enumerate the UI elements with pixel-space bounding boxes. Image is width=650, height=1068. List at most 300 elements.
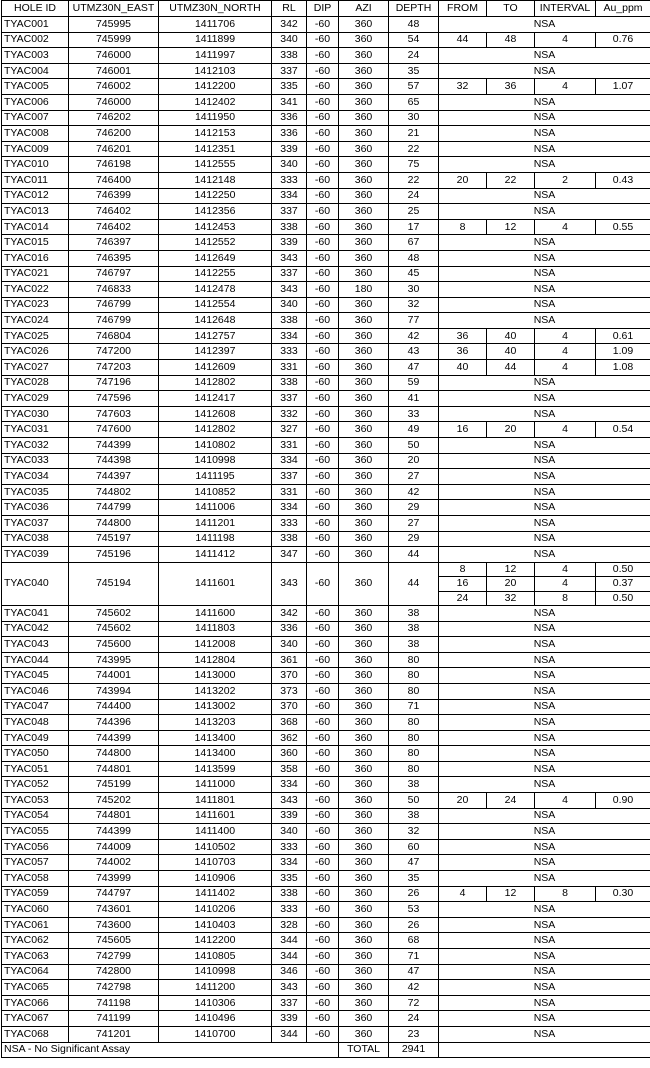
- easting-cell: 744799: [69, 500, 159, 516]
- dip-cell: -60: [307, 699, 339, 715]
- azimuth-cell: 360: [339, 297, 389, 313]
- dip-cell: -60: [307, 886, 339, 902]
- interval-cell: 4: [535, 360, 596, 376]
- rl-cell: 347: [272, 547, 307, 563]
- northing-cell: 1412356: [159, 204, 272, 220]
- azimuth-cell: 360: [339, 110, 389, 126]
- easting-cell: 747603: [69, 406, 159, 422]
- easting-cell: 747196: [69, 375, 159, 391]
- rl-cell: 340: [272, 297, 307, 313]
- rl-cell: 362: [272, 730, 307, 746]
- hole-id-cell: TYAC052: [2, 777, 69, 793]
- table-row: [2, 746, 650, 762]
- table-row: [2, 683, 650, 699]
- easting-cell: 746400: [69, 172, 159, 188]
- depth-cell: 27: [389, 516, 439, 532]
- hole-id-cell: TYAC040: [2, 562, 69, 605]
- rl-cell: 333: [272, 902, 307, 918]
- rl-cell: 334: [272, 855, 307, 871]
- azimuth-cell: 360: [339, 547, 389, 563]
- easting-cell: 746001: [69, 63, 159, 79]
- table-row: [2, 761, 650, 777]
- rl-cell: 340: [272, 824, 307, 840]
- table-row: [2, 964, 650, 980]
- table-row: [2, 902, 650, 918]
- depth-cell: 59: [389, 375, 439, 391]
- from-cell: 44: [439, 32, 487, 48]
- easting-cell: 745197: [69, 531, 159, 547]
- dip-cell: -60: [307, 157, 339, 173]
- easting-cell: 745194: [69, 562, 159, 605]
- dip-cell: -60: [307, 126, 339, 142]
- northing-cell: 1412153: [159, 126, 272, 142]
- nsa-cell: NSA: [439, 730, 650, 746]
- hole-id-cell: TYAC003: [2, 48, 69, 64]
- to-cell: 36: [487, 79, 535, 95]
- northing-cell: 1412008: [159, 637, 272, 653]
- northing-cell: 1411706: [159, 17, 272, 33]
- table-row: [2, 297, 650, 313]
- depth-cell: 26: [389, 917, 439, 933]
- northing-cell: 1410805: [159, 949, 272, 965]
- dip-cell: -60: [307, 621, 339, 637]
- rl-cell: 337: [272, 63, 307, 79]
- to-cell: 20: [487, 577, 535, 591]
- hole-id-cell: TYAC047: [2, 699, 69, 715]
- nsa-cell: NSA: [439, 391, 650, 407]
- dip-cell: -60: [307, 344, 339, 360]
- hole-id-cell: TYAC002: [2, 32, 69, 48]
- depth-cell: 43: [389, 344, 439, 360]
- dip-cell: -60: [307, 219, 339, 235]
- dip-cell: -60: [307, 562, 339, 605]
- nsa-cell: NSA: [439, 63, 650, 79]
- rl-cell: 358: [272, 761, 307, 777]
- depth-cell: 22: [389, 141, 439, 157]
- nsa-cell: NSA: [439, 683, 650, 699]
- easting-cell: 746201: [69, 141, 159, 157]
- table-row: [2, 17, 650, 33]
- table-row: [2, 328, 650, 344]
- hole-id-cell: TYAC061: [2, 917, 69, 933]
- rl-cell: 370: [272, 668, 307, 684]
- au-ppm-cell: 0.54: [596, 422, 650, 438]
- easting-cell: 743994: [69, 683, 159, 699]
- to-cell: 44: [487, 360, 535, 376]
- northing-cell: 1411000: [159, 777, 272, 793]
- nsa-cell: NSA: [439, 157, 650, 173]
- easting-cell: 744398: [69, 453, 159, 469]
- rl-cell: 339: [272, 808, 307, 824]
- dip-cell: -60: [307, 17, 339, 33]
- easting-cell: 747203: [69, 360, 159, 376]
- nsa-cell: NSA: [439, 964, 650, 980]
- easting-cell: 741199: [69, 1011, 159, 1027]
- table-row: [2, 453, 650, 469]
- table-row: [2, 605, 650, 621]
- dip-cell: -60: [307, 406, 339, 422]
- easting-cell: 744009: [69, 839, 159, 855]
- depth-cell: 38: [389, 605, 439, 621]
- rl-cell: 343: [272, 980, 307, 996]
- azimuth-cell: 360: [339, 79, 389, 95]
- rl-cell: 344: [272, 1026, 307, 1042]
- table-header-row: [2, 1, 650, 17]
- easting-cell: 744399: [69, 730, 159, 746]
- easting-cell: 742800: [69, 964, 159, 980]
- northing-cell: 1412417: [159, 391, 272, 407]
- hole-id-cell: TYAC014: [2, 219, 69, 235]
- nsa-cell: NSA: [439, 48, 650, 64]
- depth-cell: 24: [389, 1011, 439, 1027]
- dip-cell: -60: [307, 637, 339, 653]
- dip-cell: -60: [307, 484, 339, 500]
- easting-cell: 741201: [69, 1026, 159, 1042]
- table-row: [2, 126, 650, 142]
- dip-cell: -60: [307, 500, 339, 516]
- depth-cell: 41: [389, 391, 439, 407]
- table-row: [2, 824, 650, 840]
- northing-cell: 1411950: [159, 110, 272, 126]
- dip-cell: -60: [307, 1011, 339, 1027]
- easting-cell: 745600: [69, 637, 159, 653]
- rl-cell: 341: [272, 94, 307, 110]
- nsa-cell: NSA: [439, 652, 650, 668]
- dip-cell: -60: [307, 282, 339, 298]
- dip-cell: -60: [307, 964, 339, 980]
- rl-cell: 334: [272, 453, 307, 469]
- azimuth-cell: 360: [339, 17, 389, 33]
- hole-id-cell: TYAC006: [2, 94, 69, 110]
- easting-cell: 746402: [69, 204, 159, 220]
- nsa-cell: NSA: [439, 808, 650, 824]
- column-header: Au_ppm: [596, 1, 650, 17]
- au-ppm-cell: 0.37: [596, 577, 650, 591]
- easting-cell: 744800: [69, 746, 159, 762]
- column-header: RL: [272, 1, 307, 17]
- northing-cell: 1411601: [159, 562, 272, 605]
- hole-id-cell: TYAC057: [2, 855, 69, 871]
- nsa-cell: NSA: [439, 204, 650, 220]
- au-ppm-cell: 0.76: [596, 32, 650, 48]
- azimuth-cell: 360: [339, 886, 389, 902]
- hole-id-cell: TYAC048: [2, 715, 69, 731]
- table-row: [2, 32, 650, 48]
- dip-cell: -60: [307, 313, 339, 329]
- easting-cell: 745202: [69, 793, 159, 809]
- nsa-cell: NSA: [439, 188, 650, 204]
- to-cell: 12: [487, 562, 535, 576]
- easting-cell: 744801: [69, 808, 159, 824]
- dip-cell: -60: [307, 375, 339, 391]
- dip-cell: -60: [307, 871, 339, 887]
- azimuth-cell: 360: [339, 793, 389, 809]
- easting-cell: 747600: [69, 422, 159, 438]
- hole-id-cell: TYAC001: [2, 17, 69, 33]
- northing-cell: 1410403: [159, 917, 272, 933]
- azimuth-cell: 360: [339, 637, 389, 653]
- dip-cell: -60: [307, 469, 339, 485]
- hole-id-cell: TYAC059: [2, 886, 69, 902]
- depth-cell: 38: [389, 777, 439, 793]
- azimuth-cell: 360: [339, 516, 389, 532]
- depth-cell: 25: [389, 204, 439, 220]
- depth-cell: 30: [389, 282, 439, 298]
- column-header: UTMZ30N_EAST: [69, 1, 159, 17]
- depth-cell: 38: [389, 621, 439, 637]
- easting-cell: 746000: [69, 48, 159, 64]
- dip-cell: -60: [307, 250, 339, 266]
- to-cell: 20: [487, 422, 535, 438]
- hole-id-cell: TYAC012: [2, 188, 69, 204]
- interval-cell: 4: [535, 219, 596, 235]
- column-header: DIP: [307, 1, 339, 17]
- northing-cell: 1412148: [159, 172, 272, 188]
- northing-cell: 1410802: [159, 438, 272, 454]
- northing-cell: 1412453: [159, 219, 272, 235]
- azimuth-cell: 360: [339, 32, 389, 48]
- rl-cell: 333: [272, 172, 307, 188]
- azimuth-cell: 360: [339, 48, 389, 64]
- northing-cell: 1412255: [159, 266, 272, 282]
- nsa-cell: NSA: [439, 621, 650, 637]
- hole-id-cell: TYAC054: [2, 808, 69, 824]
- easting-cell: 745995: [69, 17, 159, 33]
- northing-cell: 1411600: [159, 605, 272, 621]
- northing-cell: 1410998: [159, 453, 272, 469]
- rl-cell: 336: [272, 621, 307, 637]
- easting-cell: 742799: [69, 949, 159, 965]
- dip-cell: -60: [307, 824, 339, 840]
- depth-cell: 26: [389, 886, 439, 902]
- northing-cell: 1412608: [159, 406, 272, 422]
- nsa-legend-note: NSA - No Significant Assay: [2, 1042, 272, 1058]
- dip-cell: -60: [307, 839, 339, 855]
- dip-cell: -60: [307, 917, 339, 933]
- hole-id-cell: TYAC024: [2, 313, 69, 329]
- easting-cell: 744801: [69, 761, 159, 777]
- hole-id-cell: TYAC067: [2, 1011, 69, 1027]
- from-cell: 8: [439, 219, 487, 235]
- table-row: [2, 980, 650, 996]
- dip-cell: -60: [307, 453, 339, 469]
- to-cell: 48: [487, 32, 535, 48]
- azimuth-cell: 360: [339, 391, 389, 407]
- nsa-cell: NSA: [439, 500, 650, 516]
- nsa-cell: NSA: [439, 17, 650, 33]
- from-cell: 16: [439, 577, 487, 591]
- depth-cell: 17: [389, 219, 439, 235]
- hole-id-cell: TYAC011: [2, 172, 69, 188]
- easting-cell: 746797: [69, 266, 159, 282]
- northing-cell: 1412802: [159, 422, 272, 438]
- nsa-cell: NSA: [439, 297, 650, 313]
- table-row: [2, 699, 650, 715]
- nsa-cell: NSA: [439, 110, 650, 126]
- dip-cell: -60: [307, 79, 339, 95]
- column-header: FROM: [439, 1, 487, 17]
- azimuth-cell: 360: [339, 824, 389, 840]
- easting-cell: 743999: [69, 871, 159, 887]
- nsa-cell: NSA: [439, 917, 650, 933]
- azimuth-cell: 360: [339, 126, 389, 142]
- azimuth-cell: 360: [339, 917, 389, 933]
- easting-cell: 741198: [69, 995, 159, 1011]
- hole-id-cell: TYAC022: [2, 282, 69, 298]
- au-ppm-cell: 0.50: [596, 591, 650, 605]
- easting-cell: 744399: [69, 438, 159, 454]
- nsa-cell: NSA: [439, 94, 650, 110]
- easting-cell: 745602: [69, 621, 159, 637]
- table-row: [2, 469, 650, 485]
- depth-cell: 47: [389, 360, 439, 376]
- depth-cell: 44: [389, 562, 439, 605]
- northing-cell: 1412757: [159, 328, 272, 344]
- dip-cell: -60: [307, 204, 339, 220]
- nsa-cell: NSA: [439, 902, 650, 918]
- table-row: [2, 652, 650, 668]
- interval-cell: 8: [535, 591, 596, 605]
- rl-cell: 339: [272, 235, 307, 251]
- depth-cell: 23: [389, 1026, 439, 1042]
- azimuth-cell: 360: [339, 188, 389, 204]
- au-ppm-cell: 0.43: [596, 172, 650, 188]
- hole-id-cell: TYAC050: [2, 746, 69, 762]
- dip-cell: -60: [307, 683, 339, 699]
- hole-id-cell: TYAC031: [2, 422, 69, 438]
- azimuth-cell: 360: [339, 746, 389, 762]
- dip-cell: -60: [307, 360, 339, 376]
- azimuth-cell: 360: [339, 172, 389, 188]
- nsa-cell: NSA: [439, 250, 650, 266]
- from-cell: 32: [439, 79, 487, 95]
- depth-cell: 24: [389, 188, 439, 204]
- au-ppm-cell: 1.09: [596, 344, 650, 360]
- rl-cell: 334: [272, 777, 307, 793]
- northing-cell: 1411006: [159, 500, 272, 516]
- interval-cell: 2: [535, 172, 596, 188]
- depth-cell: 80: [389, 715, 439, 731]
- au-ppm-cell: 0.30: [596, 886, 650, 902]
- hole-id-cell: TYAC027: [2, 360, 69, 376]
- interval-cell: 4: [535, 562, 596, 576]
- azimuth-cell: 360: [339, 360, 389, 376]
- azimuth-cell: 360: [339, 157, 389, 173]
- rl-cell: 337: [272, 266, 307, 282]
- rl-cell: 344: [272, 933, 307, 949]
- hole-id-cell: TYAC064: [2, 964, 69, 980]
- column-header: INTERVAL: [535, 1, 596, 17]
- nsa-cell: NSA: [439, 282, 650, 298]
- au-ppm-cell: 0.55: [596, 219, 650, 235]
- northing-cell: 1413400: [159, 746, 272, 762]
- northing-cell: 1410206: [159, 902, 272, 918]
- au-ppm-cell: 0.61: [596, 328, 650, 344]
- depth-cell: 72: [389, 995, 439, 1011]
- azimuth-cell: 360: [339, 761, 389, 777]
- northing-cell: 1411400: [159, 824, 272, 840]
- table-row: [2, 730, 650, 746]
- dip-cell: -60: [307, 949, 339, 965]
- azimuth-cell: 360: [339, 777, 389, 793]
- dip-cell: -60: [307, 235, 339, 251]
- hole-id-cell: TYAC043: [2, 637, 69, 653]
- table-row: [2, 48, 650, 64]
- dip-cell: -60: [307, 32, 339, 48]
- northing-cell: 1411997: [159, 48, 272, 64]
- table-row: [2, 172, 650, 188]
- nsa-cell: NSA: [439, 980, 650, 996]
- northing-cell: 1413002: [159, 699, 272, 715]
- column-header: DEPTH: [389, 1, 439, 17]
- nsa-cell: NSA: [439, 746, 650, 762]
- nsa-cell: NSA: [439, 605, 650, 621]
- easting-cell: 745605: [69, 933, 159, 949]
- depth-cell: 77: [389, 313, 439, 329]
- easting-cell: 745199: [69, 777, 159, 793]
- rl-cell: 360: [272, 746, 307, 762]
- to-cell: 22: [487, 172, 535, 188]
- northing-cell: 1412804: [159, 652, 272, 668]
- table-row: [2, 360, 650, 376]
- azimuth-cell: 360: [339, 266, 389, 282]
- nsa-cell: NSA: [439, 453, 650, 469]
- table-row: [2, 808, 650, 824]
- easting-cell: 745999: [69, 32, 159, 48]
- depth-cell: 35: [389, 871, 439, 887]
- azimuth-cell: 180: [339, 282, 389, 298]
- depth-cell: 80: [389, 761, 439, 777]
- rl-cell: 331: [272, 438, 307, 454]
- depth-cell: 20: [389, 453, 439, 469]
- easting-cell: 747200: [69, 344, 159, 360]
- azimuth-cell: 360: [339, 621, 389, 637]
- rl-cell: 334: [272, 500, 307, 516]
- northing-cell: 1411198: [159, 531, 272, 547]
- dip-cell: -60: [307, 777, 339, 793]
- nsa-cell: NSA: [439, 715, 650, 731]
- easting-cell: 743600: [69, 917, 159, 933]
- hole-id-cell: TYAC032: [2, 438, 69, 454]
- nsa-cell: NSA: [439, 406, 650, 422]
- from-cell: 20: [439, 793, 487, 809]
- hole-id-cell: TYAC046: [2, 683, 69, 699]
- interval-cell: 4: [535, 32, 596, 48]
- to-cell: 24: [487, 793, 535, 809]
- table-row: [2, 63, 650, 79]
- nsa-cell: NSA: [439, 933, 650, 949]
- nsa-cell: NSA: [439, 438, 650, 454]
- northing-cell: 1412552: [159, 235, 272, 251]
- nsa-cell: NSA: [439, 824, 650, 840]
- depth-cell: 71: [389, 699, 439, 715]
- depth-cell: 30: [389, 110, 439, 126]
- easting-cell: 746000: [69, 94, 159, 110]
- hole-id-cell: TYAC058: [2, 871, 69, 887]
- hole-id-cell: TYAC036: [2, 500, 69, 516]
- azimuth-cell: 360: [339, 235, 389, 251]
- rl-cell: 343: [272, 562, 307, 605]
- dip-cell: -60: [307, 995, 339, 1011]
- depth-cell: 68: [389, 933, 439, 949]
- depth-cell: 32: [389, 824, 439, 840]
- northing-cell: 1410306: [159, 995, 272, 1011]
- dip-cell: -60: [307, 328, 339, 344]
- rl-cell: 337: [272, 391, 307, 407]
- rl-cell: 333: [272, 344, 307, 360]
- hole-id-cell: TYAC025: [2, 328, 69, 344]
- depth-cell: 80: [389, 746, 439, 762]
